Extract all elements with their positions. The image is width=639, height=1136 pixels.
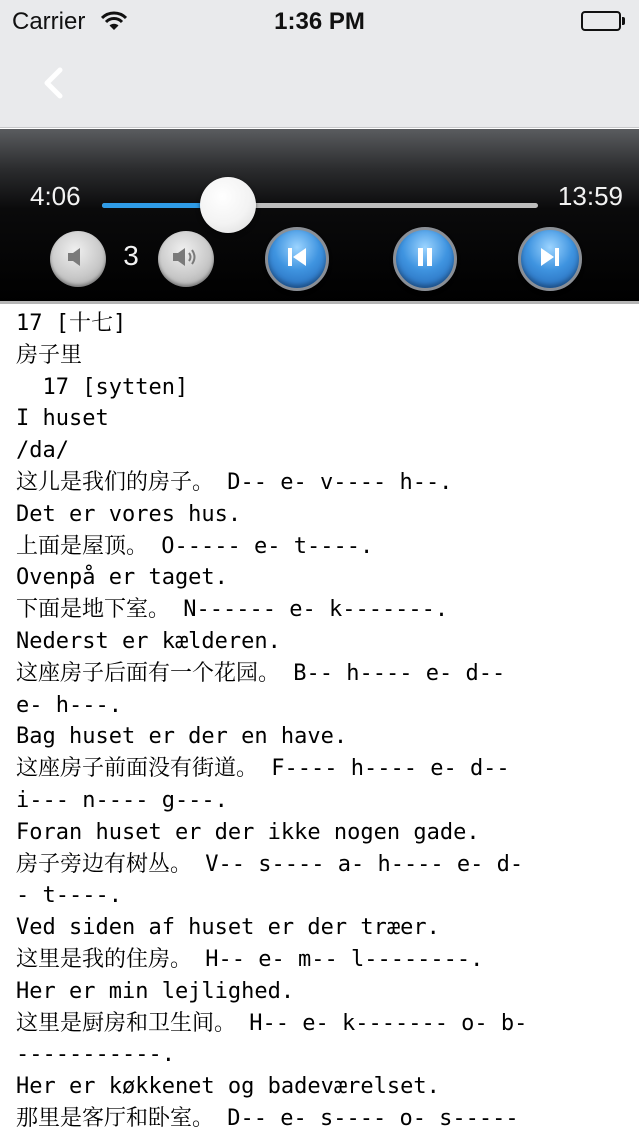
next-track-button[interactable] <box>518 227 582 291</box>
danish-hint: H-- e- k------- o- b- <box>236 1010 528 1036</box>
line-text: Nederst er kælderen. <box>16 628 281 654</box>
chinese-text: 这座房子后面有一个花园。 <box>16 660 281 686</box>
lesson-line <box>16 594 626 626</box>
lesson-line <box>16 626 626 658</box>
battery-icon <box>581 11 625 31</box>
lesson-line <box>16 817 626 849</box>
lesson-line <box>16 1039 626 1071</box>
lesson-line <box>16 658 626 690</box>
danish-hint: F---- h---- e- d-- <box>258 756 510 782</box>
lesson-line <box>16 785 626 817</box>
lesson-line <box>16 753 626 785</box>
lesson-line <box>16 531 626 563</box>
line-text: 17 [sytten] <box>16 374 189 400</box>
lesson-line <box>16 308 626 340</box>
skip-next-icon <box>537 244 563 274</box>
danish-hint: H-- e- m-- l--------. <box>192 946 484 972</box>
status-bar <box>0 0 639 42</box>
chevron-left-icon <box>41 67 65 103</box>
danish-hint: V-- s---- a- h---- e- d- <box>192 851 524 877</box>
progress-slider-thumb[interactable] <box>200 177 256 233</box>
volume-up-button[interactable] <box>158 231 214 287</box>
volume-level: 3 <box>123 240 139 271</box>
chinese-text: 这儿是我们的房子。 <box>16 469 215 495</box>
danish-hint: B-- h---- e- d-- <box>280 660 506 686</box>
chinese-text: 这里是厨房和卫生间。 <box>16 1010 237 1036</box>
danish-hint: D-- e- s---- o- s----- <box>214 1105 519 1131</box>
lesson-text <box>16 308 626 1135</box>
carrier-label: Carrier <box>12 8 86 35</box>
lesson-line <box>16 1071 626 1103</box>
speaker-high-icon <box>171 246 201 272</box>
line-text: Ovenpå er taget. <box>16 565 228 591</box>
lesson-line <box>16 944 626 976</box>
lesson-line <box>16 467 626 499</box>
lesson-line <box>16 976 626 1008</box>
speaker-low-icon <box>65 246 91 272</box>
lesson-line <box>16 1103 626 1135</box>
pause-icon <box>412 244 438 274</box>
lesson-line <box>16 499 626 531</box>
chinese-text: 房子里 <box>16 342 83 368</box>
line-text: e- h---. <box>16 692 122 718</box>
chinese-text: 下面是地下室。 <box>16 597 171 623</box>
lesson-line <box>16 435 626 467</box>
line-text: Her er min lejlighed. <box>16 978 295 1004</box>
danish-hint: N------ e- k-------. <box>170 597 449 623</box>
audio-player <box>0 129 639 304</box>
pause-button[interactable] <box>393 227 457 291</box>
lesson-line <box>16 403 626 435</box>
chinese-text: 上面是屋顶。 <box>16 533 149 559</box>
total-time: 13:59 <box>557 181 623 211</box>
status-time: 1:36 PM <box>274 8 365 35</box>
chinese-text: 那里是客厅和卧室。 <box>16 1105 215 1131</box>
lesson-line <box>16 372 626 404</box>
line-text: 17 [十七] <box>16 311 127 336</box>
danish-hint: D-- e- v---- h--. <box>214 469 453 495</box>
line-text: Foran huset er der ikke nogen gade. <box>16 819 480 845</box>
line-text: Her er køkkenet og badeværelset. <box>16 1074 440 1100</box>
skip-previous-icon <box>284 244 310 274</box>
lesson-line <box>16 721 626 753</box>
chinese-text: 这里是我的住房。 <box>16 946 193 972</box>
line-text: /da/ <box>16 438 69 464</box>
back-button[interactable] <box>30 62 76 108</box>
progress-track[interactable] <box>102 203 538 208</box>
navigation-bar <box>0 0 639 128</box>
lesson-line <box>16 690 626 722</box>
line-text: Det er vores hus. <box>16 501 242 527</box>
lesson-line <box>16 1008 626 1040</box>
line-text: -----------. <box>16 1042 175 1068</box>
previous-track-button[interactable] <box>265 227 329 291</box>
lesson-line <box>16 880 626 912</box>
line-text: - t----. <box>16 883 122 909</box>
chinese-text: 这座房子前面没有街道。 <box>16 756 259 782</box>
current-time: 4:06 <box>30 181 81 211</box>
volume-down-button[interactable] <box>50 231 106 287</box>
line-text: Ved siden af huset er der træer. <box>16 915 440 941</box>
lesson-line <box>16 849 626 881</box>
chinese-text: 房子旁边有树丛。 <box>16 851 193 877</box>
line-text: i--- n---- g---. <box>16 787 228 813</box>
lesson-line <box>16 340 626 372</box>
danish-hint: O----- e- t----. <box>148 533 374 559</box>
line-text: I huset <box>16 406 109 432</box>
line-text: Bag huset er der en have. <box>16 724 348 750</box>
lesson-line <box>16 562 626 594</box>
lesson-line <box>16 912 626 944</box>
